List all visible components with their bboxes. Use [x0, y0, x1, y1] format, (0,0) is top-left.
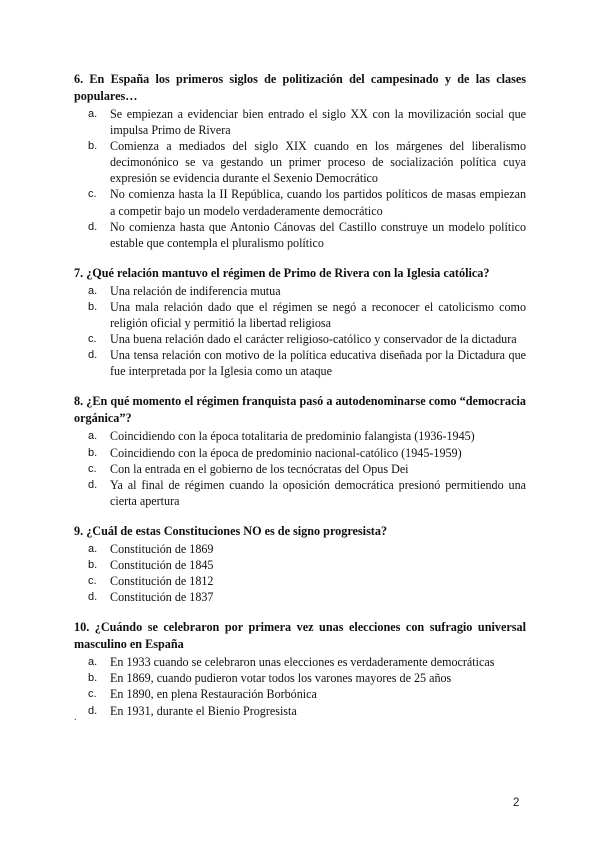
option-letter: b. — [88, 558, 98, 571]
stray-mark: . — [74, 712, 77, 723]
question-title: 6. En España los primeros siglos de politización del campesinado y de las clases populares… — [74, 72, 526, 103]
option-item — [74, 445, 526, 461]
option-letter: a. — [88, 656, 98, 669]
option-list — [74, 428, 526, 508]
option-item — [74, 428, 526, 444]
option-letter: c. — [88, 688, 97, 701]
question-title: 10. ¿Cuándo se celebraron por primera vez unas elecciones con sufragio universal masculino en España — [74, 620, 526, 652]
option-text: Se empiezan a evidenciar bien entrado el siglo XX con la movilización social que impulsa Primo de Rivera — [110, 107, 526, 138]
question-7 — [74, 265, 526, 380]
option-letter: a. — [88, 542, 98, 555]
option-text: Constitución de 1837 — [110, 590, 214, 605]
option-item — [74, 670, 526, 686]
option-text: Una buena relación dado el carácter religioso-católico y conservador de la dictadura — [110, 332, 517, 347]
option-item — [74, 573, 526, 589]
option-item — [74, 557, 526, 573]
option-text: En 1931, durante el Bienio Progresista — [110, 703, 297, 718]
option-text: Coincidiendo con la época de predominio nacional-católico (1945-1959) — [110, 445, 462, 460]
option-item — [74, 703, 526, 719]
option-item — [74, 347, 526, 379]
option-item — [74, 477, 526, 509]
document-page — [74, 71, 526, 733]
option-text: Una tensa relación con motivo de la política educativa diseñada por la Dictadura que fue interpretada por la Iglesia como un ataque — [110, 348, 526, 379]
page-number: 2 — [513, 797, 520, 809]
option-letter: c. — [88, 462, 97, 475]
option-text: Constitución de 1845 — [110, 557, 214, 572]
option-letter: c. — [88, 333, 97, 346]
option-letter: b. — [88, 672, 98, 685]
question-9 — [74, 523, 526, 605]
option-letter: c. — [88, 188, 97, 201]
option-item — [74, 461, 526, 477]
option-letter: a. — [88, 284, 98, 297]
option-item — [74, 106, 526, 138]
option-letter: d. — [88, 478, 98, 491]
option-text: Con la entrada en el gobierno de los tecnócratas del Opus Dei — [110, 461, 409, 476]
option-list — [74, 106, 526, 251]
option-text: En 1890, en plena Restauración Borbónica — [110, 687, 317, 702]
option-letter: a. — [88, 430, 98, 443]
question-title: 9. ¿Cuál de estas Constituciones NO es de signo progresista? — [74, 523, 388, 538]
option-item — [74, 654, 526, 670]
question-10 — [74, 619, 526, 718]
option-text: Coincidiendo con la época totalitaria de predominio falangista (1936-1945) — [110, 429, 475, 444]
option-text: En 1933 cuando se celebraron unas elecciones es verdaderamente democráticas — [110, 655, 495, 670]
option-text: Una mala relación dado que el régimen se negó a reconocer el catolicismo como religión oficial y permitió la libertad religiosa — [110, 299, 526, 331]
question-6 — [74, 71, 526, 251]
option-text: Comienza a mediados del siglo XIX cuando en los márgenes del liberalismo decimonónico se va gestando un primer proceso de socialización política cuya expresión se evidencia durante el Sexenio Democrático — [110, 139, 526, 186]
option-text: Constitución de 1812 — [110, 574, 214, 589]
option-letter: d. — [88, 591, 98, 604]
option-text: Ya al final de régimen cuando la oposición democrática presionó permitiendo una cierta apertura — [110, 477, 526, 508]
option-letter: a. — [88, 108, 98, 120]
option-item — [74, 589, 526, 605]
option-item — [74, 299, 526, 331]
option-list — [74, 654, 526, 718]
option-letter: d. — [88, 704, 98, 717]
option-letter: d. — [88, 220, 98, 233]
option-text: Constitución de 1869 — [110, 541, 214, 556]
option-letter: d. — [88, 349, 98, 362]
question-title: 7. ¿Qué relación mantuvo el régimen de Primo de Rivera con la Iglesia católica? — [74, 265, 490, 280]
option-text: En 1869, cuando pudieron votar todos los varones mayores de 25 años — [110, 671, 452, 686]
option-text: No comienza hasta que Antonio Cánovas del Castillo construye un modelo político estable que contempla el pluralismo político — [110, 219, 526, 250]
option-letter: b. — [88, 140, 98, 153]
option-letter: b. — [88, 446, 98, 459]
question-title: 8. ¿En qué momento el régimen franquista pasó a autodenominarse como “democracia orgánica”? — [74, 394, 526, 426]
option-item — [74, 138, 526, 186]
option-item — [74, 331, 526, 347]
option-item — [74, 186, 526, 218]
option-letter: c. — [88, 575, 97, 588]
option-item — [74, 541, 526, 557]
option-text: No comienza hasta la II República, cuando los partidos políticos de masas empiezan a competir bajo un modelo verdaderamente democrático — [110, 187, 526, 218]
option-list — [74, 283, 526, 380]
option-letter: b. — [88, 300, 98, 313]
option-item — [74, 219, 526, 251]
question-8 — [74, 393, 526, 508]
option-item — [74, 283, 526, 299]
option-list — [74, 541, 526, 605]
option-item — [74, 686, 526, 702]
option-text: Una relación de indiferencia mutua — [110, 283, 281, 298]
